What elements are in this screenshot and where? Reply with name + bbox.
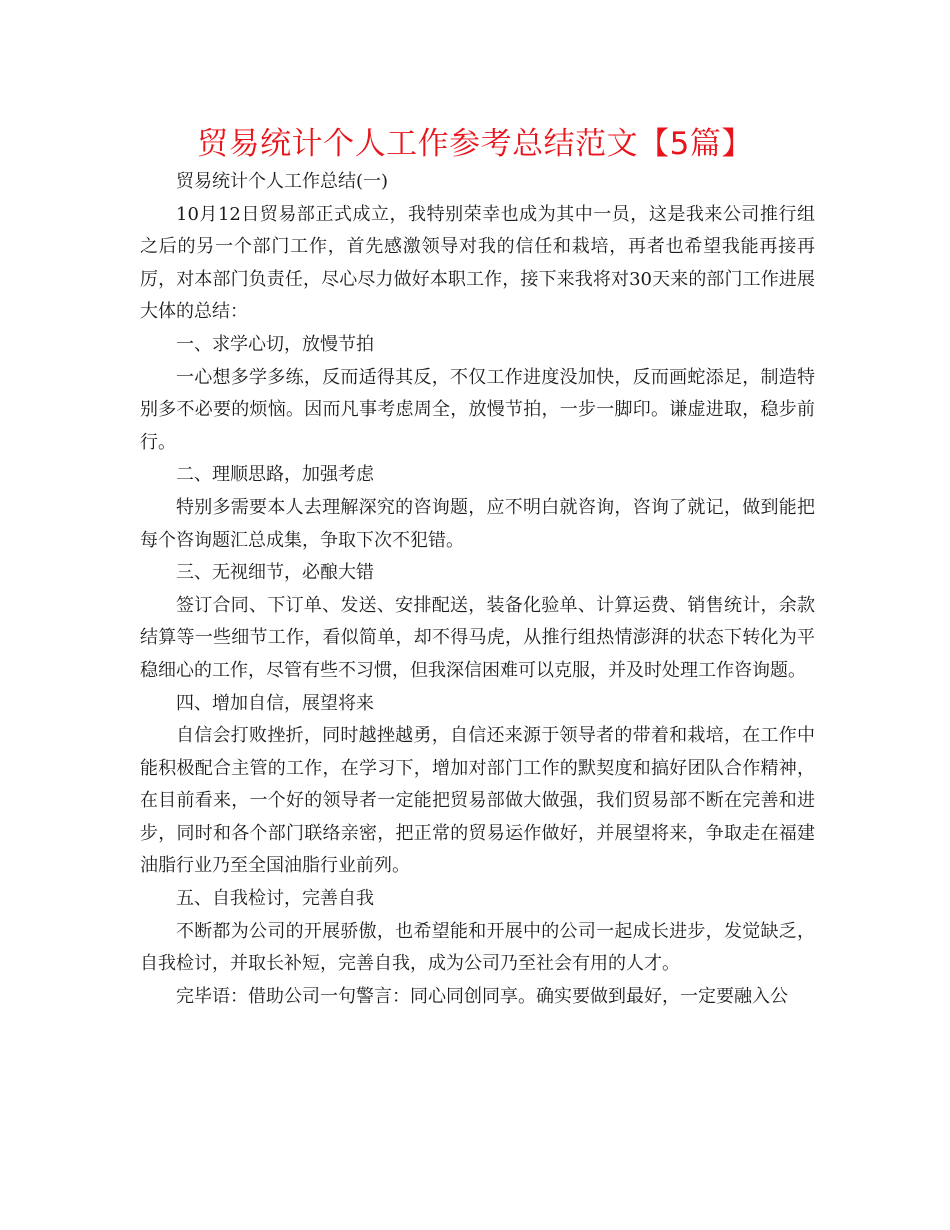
- paragraph-3: 签订合同、下订单、发送、安排配送，装备化验单、计算运费、销售统计，余款结算等一些细节工作，看似简单，却不得马虎，从推行组热情澎湃的状态下转化为平稳细心的工作，尽管有些不习惯，但我深信困难可以克服，并及时处理工作咨询题。: [140, 594, 815, 681]
- heading-1: 一、求学心切，放慢节拍: [176, 333, 374, 355]
- paragraph-2: 特别多需要本人去理解深究的咨询题，应不明白就咨询，咨询了就记，做到能把每个咨询题汇总成集，争取下次不犯错。: [140, 496, 815, 551]
- intro-paragraph: 10月12日贸易部正式成立，我特别荣幸也成为其中一员，这是我来公司推行组之后的另一个部门工作，首先感激领导对我的信任和栽培，再者也希望我能再接再厉，对本部门负责任，尽心尽力做好本职工作，接下来我将对30天来的部门工作进展大体的总结：: [140, 203, 815, 323]
- document-body: [140, 166, 815, 1013]
- paragraph-4: 自信会打败挫折，同时越挫越勇，自信还来源于领导者的带着和栽培，在工作中能积极配合主管的工作，在学习下，增加对部门工作的默契度和搞好团队合作精神，在目前看来，一个好的领导者一定能把贸易部做大做强，我们贸易部不断在完善和进步，同时和各个部门联络亲密，把正常的贸易运作做好，并展望将来，争取走在福建油脂行业乃至全国油脂行业前列。: [140, 725, 815, 877]
- paragraph-5: 不断都为公司的开展骄傲，也希望能和开展中的公司一起成长进步，发觉缺乏，自我检讨，并取长补短，完善自我，成为公司乃至社会有用的人才。: [140, 920, 815, 975]
- heading-3: 三、无视细节，必酿大错: [176, 562, 374, 584]
- heading-2: 二、理顺思路，加强考虑: [176, 464, 374, 486]
- closing-paragraph: 完毕语：借助公司一句警言：同心同创同享。确实要做到最好，一定要融入公: [176, 985, 788, 1007]
- paragraph-1: 一心想多学多练，反而适得其反，不仅工作进度没加快，反而画蛇添足，制造特别多不必要的烦恼。因而凡事考虑周全，放慢节拍，一步一脚印。谦虚进取，稳步前行。: [140, 366, 815, 453]
- section-subtitle: 贸易统计个人工作总结(一): [176, 171, 389, 192]
- heading-5: 五、自我检讨，完善自我: [176, 888, 374, 910]
- heading-4: 四、增加自信，展望将来: [176, 692, 374, 714]
- document-title: 贸易统计个人工作参考总结范文【5篇】: [197, 126, 753, 162]
